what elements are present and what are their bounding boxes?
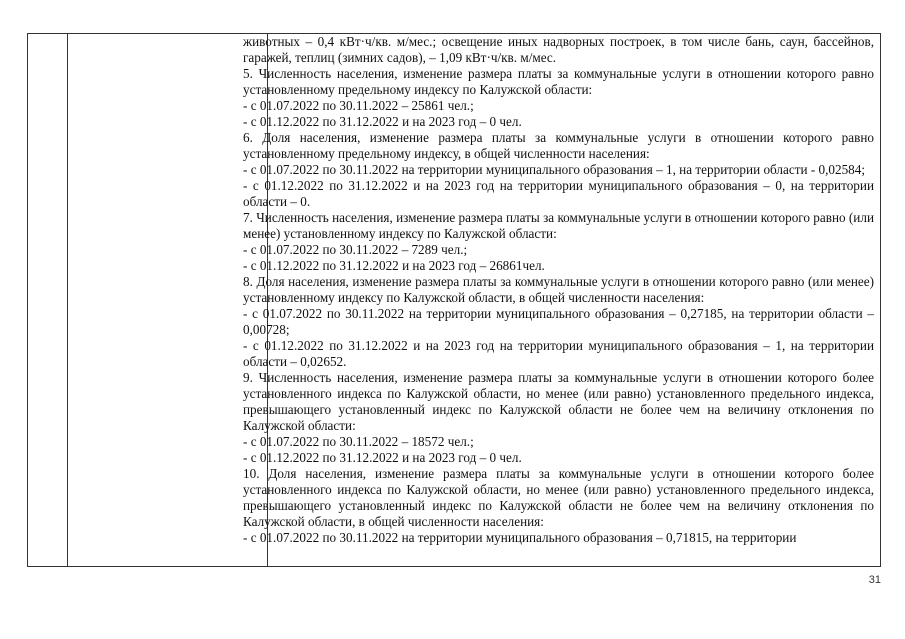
table-cell-content <box>243 34 874 546</box>
paragraph: 10. Доля населения, изменение размера платы за коммунальные услуги в отношении которого более установленного индекса по Калужской области, но менее (или равно) установленного предельного индекса, превышающего установленный индекс по Калужской области не более чем на величину отклонения по Калужской области, в общей численности населения: <box>243 466 874 529</box>
paragraph: - с 01.12.2022 по 31.12.2022 и на 2023 год – 0 чел. <box>243 450 522 465</box>
table-column-name <box>68 34 268 567</box>
paragraph: 8. Доля населения, изменение размера платы за коммунальные услуги в отношении которого равно (или менее) установленному индексу по Калужской области, в общей численности населения: <box>243 274 874 305</box>
table-column-number <box>28 34 68 567</box>
paragraph: 7. Численность населения, изменение размера платы за коммунальные услуги в отношении которого равно (или менее) установленному индексу по Калужской области: <box>243 210 874 241</box>
paragraph: 5. Численность населения, изменение размера платы за коммунальные услуги в отношении которого равно установленному предельному индексу по Калужской области: <box>243 66 874 97</box>
paragraph: - с 01.07.2022 по 30.11.2022 на территории муниципального образования – 1, на территории области - 0,02584; <box>243 162 866 177</box>
paragraph: - с 01.12.2022 по 31.12.2022 и на 2023 год на территории муниципального образования – 1, на территории области – 0,02652. <box>243 338 874 369</box>
paragraph: - с 01.07.2022 по 30.11.2022 – 25861 чел.; <box>243 98 474 113</box>
paragraph: 9. Численность населения, изменение размера платы за коммунальные услуги в отношении которого более установленного индекса по Калужской области, но менее (или равно) установленного предельного индекса, превышающего установленный индекс по Калужской области не более чем на величину отклонения по Калужской области: <box>243 370 874 433</box>
page-number: 31 <box>868 574 881 586</box>
table-bottom-border <box>27 566 881 567</box>
paragraph: - с 01.07.2022 по 30.11.2022 на территории муниципального образования – 0,27185, на территории области – 0,00728; <box>243 306 874 337</box>
paragraph: животных – 0,4 кВт·ч/кв. м/мес.; освещение иных надворных построек, в том числе бань, саун, бассейнов, гаражей, теплиц (зимних садов), – 1,09 кВт·ч/кв. м/мес. <box>243 34 874 65</box>
paragraph: - с 01.07.2022 по 30.11.2022 на территории муниципального образования – 0,71815, на территории <box>243 530 797 545</box>
paragraph: - с 01.07.2022 по 30.11.2022 – 18572 чел.; <box>243 434 474 449</box>
paragraph: - с 01.07.2022 по 30.11.2022 – 7289 чел.; <box>243 242 468 257</box>
paragraph: - с 01.12.2022 по 31.12.2022 и на 2023 год на территории муниципального образования – 0, на территории области – 0. <box>243 178 874 209</box>
paragraph: - с 01.12.2022 по 31.12.2022 и на 2023 год – 0 чел. <box>243 114 522 129</box>
paragraph: - с 01.12.2022 по 31.12.2022 и на 2023 год – 26861чел. <box>243 258 545 273</box>
paragraph: 6. Доля населения, изменение размера платы за коммунальные услуги в отношении которого равно установленному предельному индексу, в общей численности населения: <box>243 130 874 161</box>
